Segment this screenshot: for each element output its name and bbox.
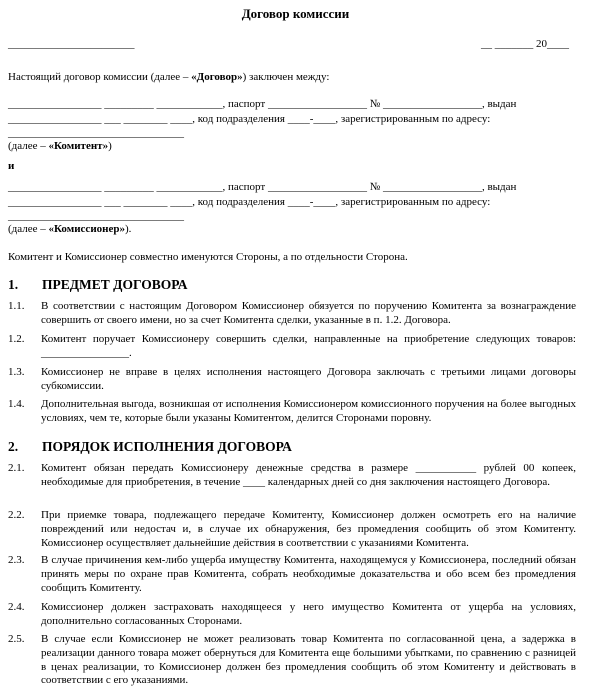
party2-alias-bold: «Комиссионер» (48, 223, 125, 235)
clause-text: Дополнительная выгода, возникшая от исполнения Комиссионером комиссионного поручения на более выгодных условиях, чем те, которые были указаны Комитентом, делится Сторонами поровну. (41, 398, 576, 424)
party1-alias-after: ) (108, 140, 112, 152)
clause-number: 1.4. (8, 398, 25, 410)
section-title: ПРЕДМЕТ ДОГОВОРА (42, 277, 188, 292)
place-line: _______________________ (8, 38, 135, 50)
section-number: 1. (8, 277, 19, 292)
clause-number: 2.5. (8, 633, 25, 645)
section-1-heading (8, 277, 187, 294)
section-number: 2. (8, 439, 19, 454)
party1-alias-before: (далее – (8, 140, 49, 152)
and-word: и (8, 160, 15, 172)
intro-text-before: Настоящий договор комиссии (далее – (8, 71, 192, 83)
party1-line1: _________________ _________ ____________, паспорт __________________ № __________________, выдан (8, 98, 517, 110)
clause-text: Комитент обязан передать Комиссионеру денежные средства в размере ___________ рублей 00 копеек, необходимые для приобретения, в течение ____ календарных дней со дня заключения настоящего Договора. (41, 462, 576, 488)
clause-2-5 (8, 633, 576, 688)
clause-2-4 (8, 601, 576, 629)
party2-alias-before: (далее – (8, 223, 49, 235)
section-2-heading (8, 439, 292, 456)
clause-text: В случае причинения кем-либо ущерба имуществу Комитента, находящемуся у Комиссионера, последний обязан принять меры по охране прав Комитента, собрать необходимые доказательства и обо всем без промедления сообщить Комитенту. (41, 554, 576, 594)
clause-1-3 (8, 366, 576, 394)
clause-2-2 (8, 509, 576, 550)
clause-1-2 (8, 333, 576, 361)
date-line: __ _______ 20____ (481, 38, 569, 50)
party2-alias-after: ). (125, 223, 132, 235)
clause-text: В соответствии с настоящим Договором Комиссионер обязуется по поручению Комитента за вознаграждение совершить от своего имени, но за счет Комитента сделки, указанные в п. 1.2. Договора. (41, 300, 576, 326)
party1-alias (8, 140, 112, 154)
clause-1-1 (8, 300, 576, 328)
intro-paragraph (8, 71, 329, 85)
clause-number: 2.4. (8, 601, 25, 613)
clause-text: Комитент поручает Комиссионеру совершить сделки, направленные на приобретение следующих товаров: ________________. (41, 333, 576, 359)
clause-2-1 (8, 462, 576, 490)
party2-line2: _________________ ___ ________ ____, код подразделения ____-____, зарегистрированным по адресу: (8, 196, 491, 208)
clause-number: 1.1. (8, 300, 25, 312)
party2-line1: _________________ _________ ____________, паспорт __________________ № __________________, выдан (8, 181, 517, 193)
clause-number: 2.1. (8, 462, 25, 474)
document-title: Договор комиссии (241, 6, 350, 21)
party2-alias (8, 223, 131, 237)
section-title: ПОРЯДОК ИСПОЛНЕНИЯ ДОГОВОРА (42, 439, 292, 454)
parties-note: Комитент и Комиссионер совместно именуются Стороны, а по отдельности Сторона. (8, 251, 408, 263)
intro-text-bold: «Договор» (191, 71, 243, 83)
party2-line3: ________________________________ (8, 210, 184, 222)
party1-line3: ________________________________ (8, 127, 184, 139)
clause-1-4 (8, 398, 576, 426)
clause-2-3 (8, 554, 576, 595)
party1-line2: _________________ ___ ________ ____, код подразделения ____-____, зарегистрированным по адресу: (8, 113, 491, 125)
intro-text-after: ) заключен между: (242, 71, 330, 83)
clause-number: 1.2. (8, 333, 25, 345)
clause-number: 2.2. (8, 509, 25, 521)
clause-text: При приемке товара, подлежащего передаче Комитенту, Комиссионер должен осмотреть его на наличие повреждений или недостач и, в случае их обнаружения, без промедления сообщить об этом Комитенту. Комиссионер осуществляет дальнейшие действия в соответствии с указаниями Комитента. (41, 509, 576, 549)
party1-alias-bold: «Комитент» (48, 140, 109, 152)
clause-number: 2.3. (8, 554, 25, 566)
clause-number: 1.3. (8, 366, 25, 378)
clause-text: В случае если Комиссионер не может реализовать товар Комитента по согласованной цена, а задержка в реализации данного товара может обернуться для Комитента еще большими убытками, по сравнению с разницей в ценах реализации, то Комиссионер должен без промедления сообщить об этом Комитенту и действовать в соответствии с его указаниями. (41, 633, 576, 687)
clause-text: Комиссионер должен застраховать находящееся у него имущество Комитента от ущерба на условиях, дополнительно согласованных Сторонами. (41, 601, 576, 627)
clause-text: Комиссионер не вправе в целях исполнения настоящего Договора заключать с третьими лицами договоры субкомиссии. (41, 366, 576, 392)
